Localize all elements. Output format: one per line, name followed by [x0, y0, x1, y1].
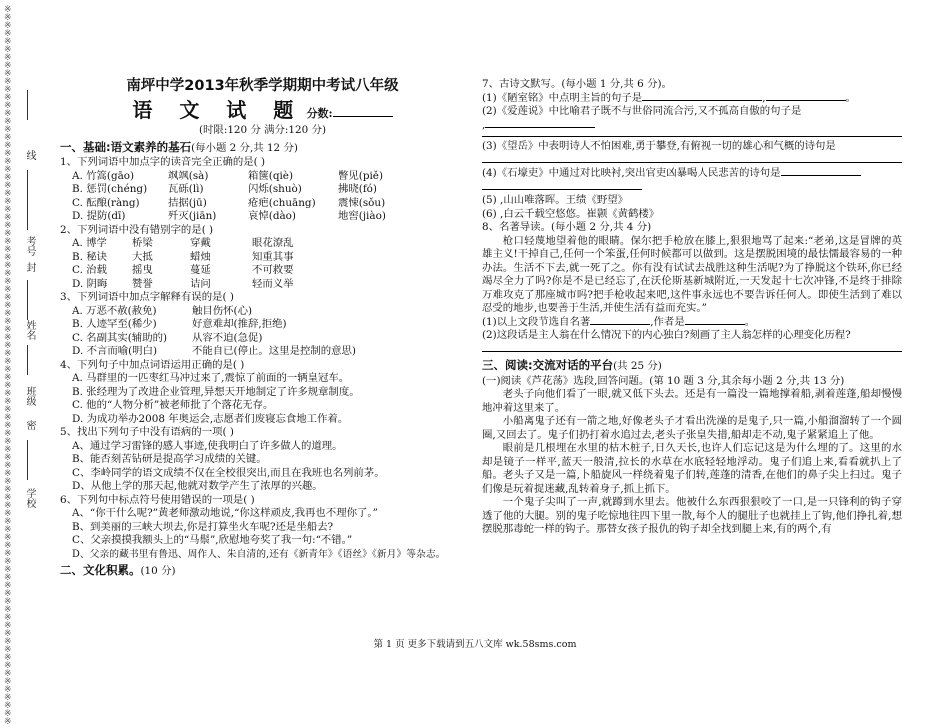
question-1-options: A. 竹篙(gāo) 飒飒(sà) 箱箧(qiè) 瞥见(piě) B. 惩罚(chéng) 瓦砾(lì) 闪烁(shuò) 拂晓(fó) C. 酝酿(ràng) 拮据(jū) 疮疤(chuāng) 震悚(sǒu) D. 提防(dī) 歼灭(jiān) 哀悼(dào) 地窖(jiào) [72, 169, 386, 222]
binding-margin [0, 0, 44, 727]
binding-rule [27, 345, 28, 375]
reading-para-1: 老头子向他们看了一眼,就又低下头去。还是有一篇没一篇地撑着船,剥着莲蓬,船却慢慢地冲着这里来了。 [482, 388, 902, 414]
section-1-title: 一、基础:语文素养的基石(每小题 2 分,共 12 分) [60, 139, 298, 154]
question-7-6: (6) ,白云千载空悠悠。崔颢《黄鹤楼》 [482, 207, 660, 220]
question-8-2: (2)这段话是主人翁在什么情况下的内心独白?刻画了主人翁怎样的心理变化历程? [482, 329, 851, 341]
exam-title: 南坪中学2013年秋季学期期中考试八年级 [126, 78, 399, 94]
section-3-title: 三、阅读:交流对话的平台(共 25 分) [482, 358, 662, 372]
question-8-1: (1)以上文段节选自名著 ,作者是 。 [482, 315, 756, 328]
binding-label-exam-number: 考号 [24, 236, 35, 256]
left-column [60, 80, 465, 580]
score-label: 分数: [306, 106, 333, 120]
binding-rule [27, 280, 28, 320]
question-8-passage: 枪口轻蔑地望着他的眼睛。保尔把手枪放在膝上,狠狠地骂了起来:“老弟,这是冒牌的英雄主义!干掉自己,任何一个笨蛋,任何时候都可以做到。这是摆脱困境的最怯懦最容易的一种办法。生活不下去,就一死了之。你有没有试试去战胜这种生活呢?为了挣脱这个铁环,你已经竭尽全力了吗?你是不是已经忘了,在沃伦斯基新城附近,一天发起十七次冲锋,不是终于排除万难攻克了那座城市吗?把手枪收起来吧,这件事永远也不要告诉任何人。即使生活到了难以忍受的地步,也要善于生活,并使生活有益而充实。” [482, 234, 902, 314]
reading-para-4: 一个鬼子尖叫了一声,就蹲到水里去。他被什么东西狠狠咬了一口,是一只锋利的钩子穿透了他的大腿。别的鬼子吃惊地往四下里一散,每个人的腿肚子也就挂上了钩,他们挣扎着,想摆脱那毒蛇一样的钩子。那替女孩子报仇的钩子却全找到腿上来,有的两个,有 [482, 496, 902, 535]
binding-label-line: 线 [24, 150, 35, 160]
binding-rule [27, 440, 28, 480]
reading-para-2: 小船离鬼子还有一箭之地,好像老头子才看出洗澡的是鬼子,只一篇,小船溜溜转了一个圆圈,又回去了。鬼子们扔打着水追过去,老头子张皇失措,船却走不动,鬼子紧紧追上了他。 [482, 415, 902, 441]
section-2-title: 二、文化积累。(10 分) [60, 563, 176, 577]
question-5: 5、找出下列句子中没有语病的一项( ) [60, 426, 234, 438]
question-7-1: (1)《陋室铭》中点明主旨的句子是 , 。 [482, 91, 856, 104]
question-6-options: A、“你干什么呢?”黄老师激动地说,“你这样顽皮,我再也不理你了。” B、到美丽的三峡大坝去,你是打算坐火车呢?还是坐船去? C、父亲摸摸我额头上的“马鬃”,欣慰地夸奖了我一句:“不错。” D、父亲的藏书里有鲁迅、周作人、朱自清的,还有《新青年》《语丝》《新月》等杂志。 [72, 507, 446, 560]
binding-label-name: 姓名 [24, 320, 35, 340]
question-7-5: (5) ,山山唯落晖。王绩《野望》 [482, 194, 629, 206]
time-limit: (时限:120 分 满分:120 分) [198, 124, 327, 136]
question-7-2-blank: , [482, 119, 902, 133]
question-4: 4、下列句子中加点词语运用正确的是( ) [60, 358, 245, 371]
question-7: 7、古诗文默写。(每小题 1 分,共 6 分)。 [482, 78, 672, 90]
question-6: 6、下列句中标点符号使用错误的一项是( ) [60, 493, 255, 506]
reading-para-3: 眼前是几根埋在水里的枯木桩子,日久天长,也许人们忘记这是为什么埋的了。这里的水却是镜子一样平,蓝天一般清,拉长的水草在水底轻轻地浮动。鬼子们追上来,看看就扒上了船。老头子又是一篇,卜船旋风一样绕着鬼子们转,莲蓬的清香,在他们的鼻子尖上扫过。鬼子们像是玩着捉迷藏,乱转着身子,抓上抓下。 [482, 442, 902, 495]
question-1: 1、下列词语中加点字的读音完全正确的是( ) [60, 156, 266, 168]
question-3: 3、下列词语中加点字解释有误的是( ) [60, 291, 234, 303]
page-footer: 第 1 页 更多下载请到五八文库 wk.58sms.com [373, 639, 577, 650]
binding-label-class: 班级 [24, 386, 35, 406]
exam-subtitle [60, 97, 465, 122]
binding-rule [27, 90, 28, 120]
question-7-3: (3)《望岳》中表明诗人不怕困难,勇于攀登,有俯视一切的雄心和气概的诗句是 [482, 140, 836, 152]
subject-title: 语 文 试 题 [132, 97, 304, 122]
divider [482, 136, 902, 137]
question-4-options: A. 马群里的一匹枣红马冲过来了,震惊了前面的一辆皇冠车。 B. 张经理为了改进企业管理,异想天开地制定了许多规章制度。 C. 他的“人物分析”被老师批了个落花无存。 D. 为成功举办2008 年奥运会,志愿者们废寝忘食地工作着。 [72, 372, 360, 425]
question-2-options: A. 博学 桥梁 穿戴 眼花潦乱 B. 秘诀 大抵 蜡烛 知重其事 C. 治载 摇曳 蔓延 不可救要 D. 阴晦 赞誉 诘问 轻而义举 [72, 237, 294, 290]
question-7-2: (2)《爱莲说》中比喻君子既不与世俗同流合污,又不孤高自傲的句子是 [482, 105, 802, 117]
right-column [482, 78, 902, 537]
binding-stars: ※※※※※※※※※※※※※※※※※※※※※※※※※※※※※※※※※※※※※※※※※※※※※※※※※※※※※※※※※※※※※※※※※※※※※※※※※※※※※※※※※※※※※※※※※※ [4, 5, 12, 727]
binding-label-school: 学校 [24, 488, 35, 508]
question-3-options: A. 万恶不赦(赦免) 触目伤怀(心) B. 人迹罕至(稀少) 好意难却(推辞,拒绝) C. 名副其实(辅助的) 从容不迫(急促) D. 不言而喻(明白) 不能自已(停止。这里是控制的意思) [72, 304, 356, 357]
binding-label-seal: 封 [24, 262, 35, 272]
question-7-4: (4)《石壕吏》中通过对比映衬,突出官吏凶暴喝人民悲苦的诗句是 [482, 167, 902, 181]
score-blank[interactable] [333, 116, 393, 117]
question-8: 8、名著导读。(每小题 2 分,共 4 分) [482, 221, 652, 233]
question-2: 2、下列词语中没有错别字的是( ) [60, 223, 214, 236]
section-3-sub: (一)阅读《芦花荡》选段,回答问题。(第 10 题 3 分,其余每小题 2 分,共 13 分) [482, 374, 845, 387]
question-5-options: A、通过学习雷锋的感人事迹,使我明白了许多做人的道理。 B、能否刻苦钻研是提高学习成绩的关键。 C、李岭同学的语文成绩不仅在全校很突出,而且在我班也名列前茅。 D、从他上学的那天起,他就对数学产生了浓厚的兴趣。 [72, 439, 385, 492]
binding-rule [27, 170, 28, 230]
binding-label-secret: 密 [24, 420, 35, 430]
